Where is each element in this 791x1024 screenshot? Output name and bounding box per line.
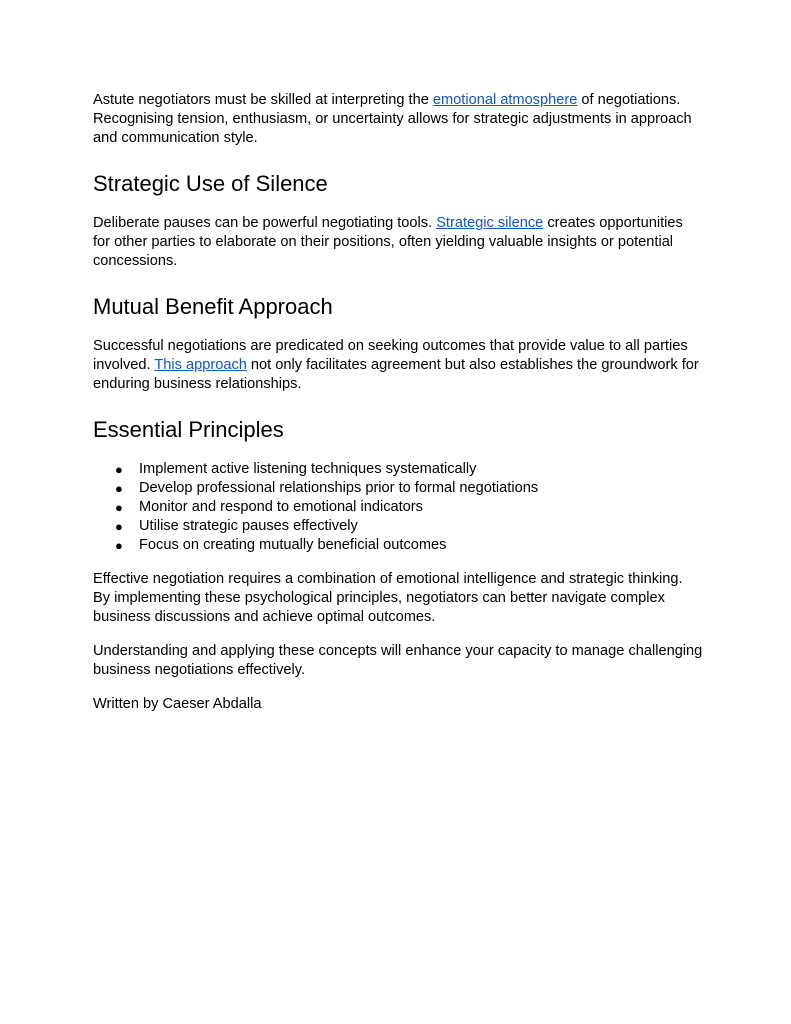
mutual-heading: Mutual Benefit Approach [93, 294, 333, 319]
conclusion-paragraph-2: Understanding and applying these concepts will enhance your capacity to manage challenging business negotiations effectively. [93, 643, 703, 678]
list-item [93, 498, 703, 517]
mutual-text-after: not only facilitates agreement but also establishes the groundwork for enduring business relationships. [93, 357, 699, 392]
document-page [93, 91, 703, 714]
strategic-silence-link[interactable]: Strategic silence [436, 215, 544, 231]
bullet-icon: ● [115, 462, 123, 477]
intro-text-before: Astute negotiators must be skilled at interpreting the [93, 92, 433, 108]
bullet-icon: ● [115, 519, 123, 534]
principles-heading: Essential Principles [93, 417, 284, 442]
this-approach-link[interactable]: This approach [154, 357, 247, 373]
list-item [93, 460, 703, 479]
intro-text-after: of negotiations. Recognising tension, enthusiasm, or uncertainty allows for strategic adjustments in approach and communication style. [93, 92, 692, 146]
intro-paragraph [93, 91, 703, 148]
silence-text-after: creates opportunities for other parties to elaborate on their positions, often yielding valuable insights or potential concessions. [93, 215, 683, 269]
mutual-text-before: Successful negotiations are predicated on seeking outcomes that provide value to all parties involved. [93, 338, 688, 373]
list-item [93, 536, 703, 555]
list-item [93, 479, 703, 498]
principles-list [93, 460, 703, 555]
bullet-icon: ● [115, 538, 123, 553]
emotional-atmosphere-link[interactable]: emotional atmosphere [432, 92, 578, 108]
list-item [93, 517, 703, 536]
list-item-text: Implement active listening techniques systematically [139, 461, 477, 477]
list-item-text: Focus on creating mutually beneficial outcomes [139, 537, 447, 553]
byline: Written by Caeser Abdalla [93, 696, 262, 712]
bullet-icon: ● [115, 500, 123, 515]
list-item-text: Utilise strategic pauses effectively [139, 518, 358, 534]
mutual-paragraph [93, 337, 703, 394]
bullet-icon: ● [115, 481, 123, 496]
list-item-text: Develop professional relationships prior to formal negotiations [139, 480, 539, 496]
silence-heading: Strategic Use of Silence [93, 171, 328, 196]
silence-text-before: Deliberate pauses can be powerful negotiating tools. [93, 215, 437, 231]
conclusion-paragraph-1: Effective negotiation requires a combination of emotional intelligence and strategic thinking. By implementing these psychological principles, negotiators can better navigate complex business discussions and achieve optimal outcomes. [93, 571, 683, 625]
list-item-text: Monitor and respond to emotional indicators [139, 499, 423, 515]
silence-paragraph [93, 214, 703, 271]
